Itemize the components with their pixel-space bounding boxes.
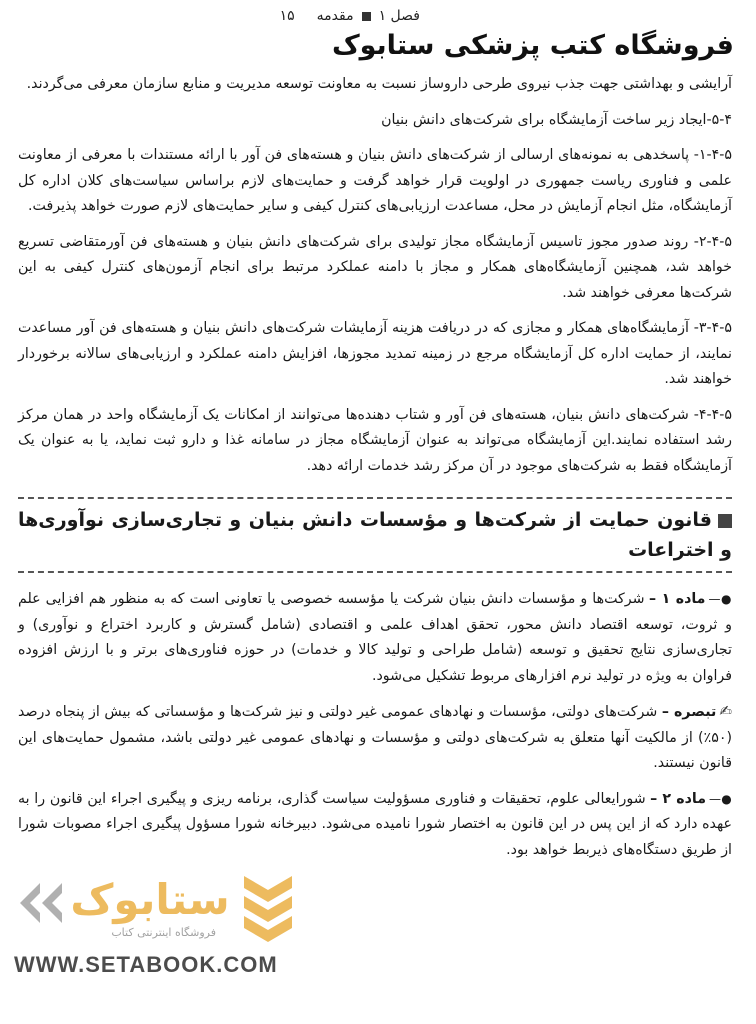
article-1-lead: ماده ۱ – [649,591,706,607]
section-heading-box [18,497,732,573]
article-2-lead: ماده ۲ – [650,790,707,807]
paragraph: ۱-۴-۵- پاسخدهی به نمونه‌های ارسالی از شرکت‌های دانش بنیان و هسته‌های فن آور با ارائه مستندات با معرفی از معاونت علمی و فناوری ریاست جمهوری در اولویت قرار خواهد گرفت و حمایت‌های لازم براساس سیاست‌های کلان اداره کل آزمایشگاه، مثل انجام آزمایش در محل، مساعدت ارزیابی‌های کنترل کیفی و سایر حمایت‌های لازم صورت خواهد پذیرفت. [18,147,732,214]
chapter-title: مقدمه [316,8,354,24]
article-1 [18,587,732,689]
paragraph: آرایشی و بهداشتی جهت جذب نیروی طرحی داروساز نسبت به معاونت توسعه مدیریت و منابع سازمان معرفی می‌گردند. [26,76,732,92]
chapter-label: فصل ۱ [378,8,420,24]
paragraph: ۲-۴-۵- روند صدور مجوز تاسیس آزمایشگاه مجاز تولیدی برای شرکت‌های دانش بنیان و هسته‌های فن آورمتقاضی تسریع خواهد شد، همچنین آزمایشگاه‌های همکار و مجاز با دامنه عملکرد مرتبط برای انجام آزمون‌های کنترل کیفی به این شرکت‌ها معرفی خواهند شد. [18,233,732,301]
article-2-text: شورایعالی علوم، تحقیقات و فناوری مسؤولیت سیاست گذاری، برنامه ریزی و پیگیری اجراء این قانون را به عهده دارد که از این پس در این قانون به اختصار شورا نامیده می‌شود. دبیرخانه شورا مسؤول پیگیری اجراء مصوبات شورا از طریق دستگاه‌های ذیربط خواهد بود. [18,790,732,858]
store-title: فروشگاه کتب پزشکی ستابوک [331,30,734,61]
note [18,699,732,777]
page-number: ۱۵ [279,8,295,24]
square-bullet-icon [362,12,371,21]
note-lead: تبصره – [661,704,717,720]
watermark [8,868,298,978]
paragraph: ۳-۴-۵- آزمایشگاه‌های همکار و مجازی که در دریافت هزینه آزمایشات شرکت‌های دانش بنیان و هسته‌های فن آور مساعدت نمایند، از حمایت اداره کل آزمایشگاه مرجع در زمینه تمدید مجوزها، افزایش دامنه عملکرد و ارزیابی‌های سالانه برخوردار خواهند شد. [18,320,732,387]
watermark-subtitle: فروشگاه اینترنتی کتاب [111,926,216,939]
section-title: قانون حمایت از شرکت‌ها و مؤسسات دانش بنیان و تجاری‌سازی نوآوری‌ها و اختراعات [18,509,732,561]
subsection-heading: ۵-۴-ایجاد زیر ساخت آزمایشگاه برای شرکت‌های دانش بنیان [381,111,732,128]
logo-wordmark: ستابوک [70,875,230,924]
body-text [18,72,732,873]
paragraph: ۴-۴-۵- شرکت‌های دانش بنیان، هسته‌های فن آور و شتاب دهنده‌ها می‌توانند از امکانات یک آزمایشگاه واحد در همان مرکز رشد استفاده نمایند.این آزمایشگاه می‌تواند به عنوان آزمایشگاه مجاز در سامانه غذا و دارو ثبت نماید، یا به عنوان یک آزمایشگاه فقط به شرکت‌های موجود در آن مرکز رشد خدمات ارائه دهد. [18,406,732,474]
note-text: شرکت‌های دولتی، مؤسسات و نهادهای عمومی غیر دولتی و نیز شرکت‌ها و مؤسساتی که بیش از پنجاه درصد (۵۰٪) از مالکیت آنها متعلق به شرکت‌های دولتی و مؤسسات و نهادهای عمومی غیر دولتی باشد، مشمول حمایت‌های این قانون نیستند. [18,704,732,771]
pen-icon: ✍ [719,702,732,720]
chevron-logo-icon [240,868,296,948]
arrow-bullet-icon: ●— [708,592,732,606]
running-head [120,8,420,24]
watermark-url: WWW.SETABOOK.COM [14,952,278,977]
article-1-text: شرکت‌ها و مؤسسات دانش بنیان شرکت یا مؤسسه خصوصی یا تعاونی است که به منظور هم افزایی علم و ثروت، توسعه اقتصاد دانش محور، تحقق اهداف علمی و اقتصادی (شامل گسترش و کاربرد اختراع و نوآوری) و تجاری‌سازی نتایج تحقیق و توسعه (شامل طراحی و تولید کالا و خدمات) در حوزه فناوری‌های برتر و با ارزش افزوده فراوان به ویژه در تولید نرم افزارهای مربوط تشکیل می‌شود. [18,591,732,684]
arrow-bullet-icon: ●— [709,791,732,806]
setabook-logo-icon [10,868,230,928]
section-marker-icon [718,514,732,528]
article-2 [18,787,732,864]
